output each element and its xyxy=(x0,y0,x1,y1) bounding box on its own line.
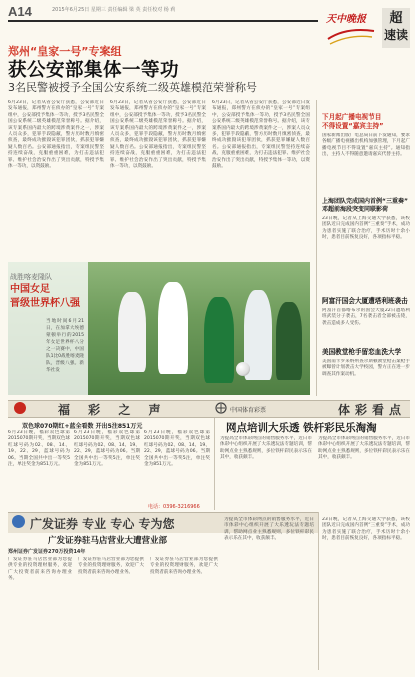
lottery-subheadline: 双色球070期红+蓝全看数 开出5注851万元 xyxy=(22,423,143,430)
lead-headline: 获公安部集体一等功 xyxy=(8,60,180,81)
lottery-phone: 电话：0396-3216966 xyxy=(148,504,200,510)
lead-body-col-3: 6月23日，记者从省公安厅获悉，公安部近日发布通报，郑州警方在侦办的“皇家一号”专案组中，公安部授予集体一等功，授予3名民警全国公安系统二级英雄模范荣誉称号。据介绍，该专案系国内最大的跨境涉黄案件之一，涉案人员众多，犯罪手段隐蔽，警方历时数月缜密侦查，最终成功摧毁该犯罪团伙，抓获犯罪嫌疑人数百名。公安部通报指出，专案组民警坚持连续奋战，克服重重困难，为打击违法犯罪、维护社会治安作出了突出贡献，特授予集体一等功，以资鼓励。 xyxy=(212,100,310,170)
lottery-divider xyxy=(214,418,215,510)
brand-swoosh-icon xyxy=(326,25,376,47)
sidebar-item-4-body: 美国南卡罗来纳州查尔斯顿教堂枪击案枪手被曝曾计划袭击大学校园，警方正在进一步调查其作案动机。 xyxy=(322,359,410,377)
player-figure xyxy=(118,292,146,372)
sports-lottery-icon xyxy=(215,402,227,414)
sidebar-item-1-title: 下月起广播电视节目 xyxy=(322,113,382,121)
column-tag-char-1: 超 xyxy=(389,11,403,26)
ad-body-col-4: 为提高全市体彩网点的销售服务水平，近日市体彩中心组织开展了大乐透玩法专题培训，帮助网点业主熟悉规则，多位铁杆彩民表示乐在其中，收获颇丰。 xyxy=(224,517,314,542)
player-figure xyxy=(158,282,188,374)
sidebar-item-4-title: 美国教堂枪手留恋血洗大学 xyxy=(322,348,402,356)
ad-address-title: 郑州证券广发证券270万投资14年 xyxy=(8,549,86,555)
column-tag-char-2: 速读 xyxy=(383,28,408,42)
welfare-lottery-icon xyxy=(14,402,26,414)
photo-title-line-1: 中国女足 xyxy=(10,284,50,295)
lead-body-col-2: 6月23日，记者从省公安厅获悉，公安部近日发布通报，郑州警方在侦办的“皇家一号”专案组中，公安部授予集体一等功，授予3名民警全国公安系统二级英雄模范荣誉称号。据介绍，该专案系国内最大的跨境涉黄案件之一，涉案人员众多，犯罪手段隐蔽，警方历时数月缜密侦查，最终成功摧毁该犯罪团伙，抓获犯罪嫌疑人数百名。公安部通报指出，专案组民警坚持连续奋战，克服重重困难，为打击违法犯罪、维护社会治安作出了突出贡献，特授予集体一等功，以资鼓励。 xyxy=(110,100,206,170)
ad-body-col-5: 23日晚，记者从上海交通大学获悉，该校团队近日完成国内首例“三重奏”手术，成功为患者实施了联合治疗，手术历时十余小时，患者目前恢复良好，各项指标平稳。 xyxy=(322,517,410,542)
sidebar-item-1-title-2: 不得设置“嘉宾主持” xyxy=(322,122,384,130)
lottery-body-col-3: 6月23日晚，福彩双色球第2015070期开奖，当期双色球红球号码为02、08、14、19、22、29，蓝球号码为06。当期全国共中出一等奖5注，单注奖金为851万元。 xyxy=(144,430,210,468)
ad-body-col-1: 广发证券驻马店营业部为您提供专业的投资理财服务，欢迎广大投资者前来咨询办理业务。 xyxy=(8,557,72,582)
lottery-body-col-2: 6月23日晚，福彩双色球第2015070期开奖，当期双色球红球号码为02、08、14、19、22、29，蓝球号码为06。当期全国共中出一等奖5注，单注奖金为851万元。 xyxy=(74,430,140,468)
player-figure xyxy=(204,297,234,383)
photo-caption: 当地时间6月21日，在加拿大埃德蒙顿举行的2015年女足世界杯八分之一决赛中，中国队1比0战胜喀麦隆队，晋级八强。新华社发 xyxy=(46,319,84,373)
ad-title: 广发证券驻马店营业大遭营业部 xyxy=(48,536,168,546)
photo-title-line-2: 晋级世界杯八强 xyxy=(10,298,80,309)
sports-lottery-label: 中国体育彩票 xyxy=(230,407,267,414)
player-figure xyxy=(276,302,302,380)
lead-subhead: 3名民警被授予全国公安系统二级英雄模范荣誉称号 xyxy=(8,81,257,94)
date-line: 2015年6月25日 星期三 责任编辑 梁 英 责任校对 杨 莉 xyxy=(52,7,176,13)
header-rule xyxy=(8,20,318,22)
gf-securities-logo-icon xyxy=(12,515,25,528)
column-tag xyxy=(382,8,410,48)
lead-body-col-1: 6月23日，记者从省公安厅获悉，公安部近日发布通报，郑州警方在侦办的“皇家一号”专案组中，公安部授予集体一等功，授予3名民警全国公安系统二级英雄模范荣誉称号。据介绍，该专案系国内最大的跨境涉黄案件之一，涉案人员众多，犯罪手段隐蔽，警方历时数月缜密侦查，最终成功摧毁该犯罪团伙，抓获犯罪嫌疑人数百名。公安部通报指出，专案组民警坚持连续奋战，克服重重困难，为打击违法犯罪、维护社会治安作出了突出贡献，特授予集体一等功，以资鼓励。 xyxy=(8,100,104,170)
sidebar-item-1-body: 国家新闻出版广电总局日前下发通知，要求各级广播电视播出机构加强管理，下月起广播电视节目不得设置“嘉宾主持”。通知指出，主持人不得随意邀请嘉宾代替主持。 xyxy=(322,133,410,158)
sports-body-col-2: 为提高全市体彩网点的销售服务水平，近日市体彩中心组织开展了大乐透玩法专题培训，帮助网点业主熟悉规则，多位铁杆彩民表示乐在其中，收获颇丰。 xyxy=(318,436,410,461)
lead-kicker: 郑州“皇家一号”专案组 xyxy=(8,45,122,58)
sports-title: 体彩看点 xyxy=(338,403,407,417)
sidebar-item-2-title: 上海团队完成国内首例“三重奏” xyxy=(322,198,408,205)
page-number: A14 xyxy=(8,4,32,19)
lottery-body-col-1: 6月23日晚，福彩双色球第2015070期开奖，当期双色球红球号码为02、08、14、19、22、29，蓝球号码为06。当期全国共中出一等奖5注，单注奖金为851万元。 xyxy=(8,430,70,468)
brand-logo-text: 天中晚报 xyxy=(326,14,366,25)
ad-divider xyxy=(318,512,319,670)
ad-body-col-2: 广发证券驻马店营业部为您提供专业的投资理财服务，欢迎广大投资者前来咨询办理业务。 xyxy=(78,557,144,575)
ad-slogan: 广发证券 专业 专心 专为您 xyxy=(30,517,175,531)
ad-body-col-3: 广发证券驻马店营业部为您提供专业的投资理财服务，欢迎广大投资者前来咨询办理业务。 xyxy=(150,557,218,575)
sidebar-item-3-title: 阿富汗国会大厦遭塔利班袭击 xyxy=(322,297,408,305)
sidebar-item-2-body: 23日晚，记者从上海交通大学获悉，该校团队近日完成国内首例“三重奏”手术，成功为患者实施了联合治疗，手术历时十余小时，患者目前恢复良好，各项指标平稳。 xyxy=(322,216,410,241)
ball-icon xyxy=(236,362,250,376)
lottery-title: 福 彩 之 声 xyxy=(58,403,168,417)
column-divider xyxy=(316,100,317,396)
photo-kicker: 战胜喀麦隆队 xyxy=(10,273,52,281)
brand-logo xyxy=(326,10,378,50)
sports-headline: 网点培训大乐透 铁杆彩民乐淘淘 xyxy=(226,422,377,434)
sidebar-item-2-title-2: 邓超前海段突变同联影荷 xyxy=(322,206,389,213)
sidebar-item-3-body: 阿富汗首都喀布尔的国会大厦22日遭塔利班武装分子袭击，7名袭击者全部被击毙，袭击造成多人受伤。 xyxy=(322,308,410,326)
sports-body-col-1: 为提高全市体彩网点的销售服务水平，近日市体彩中心组织开展了大乐透玩法专题培训，帮助网点业主熟悉规则，多位铁杆彩民表示乐在其中，收获颇丰。 xyxy=(220,436,312,461)
